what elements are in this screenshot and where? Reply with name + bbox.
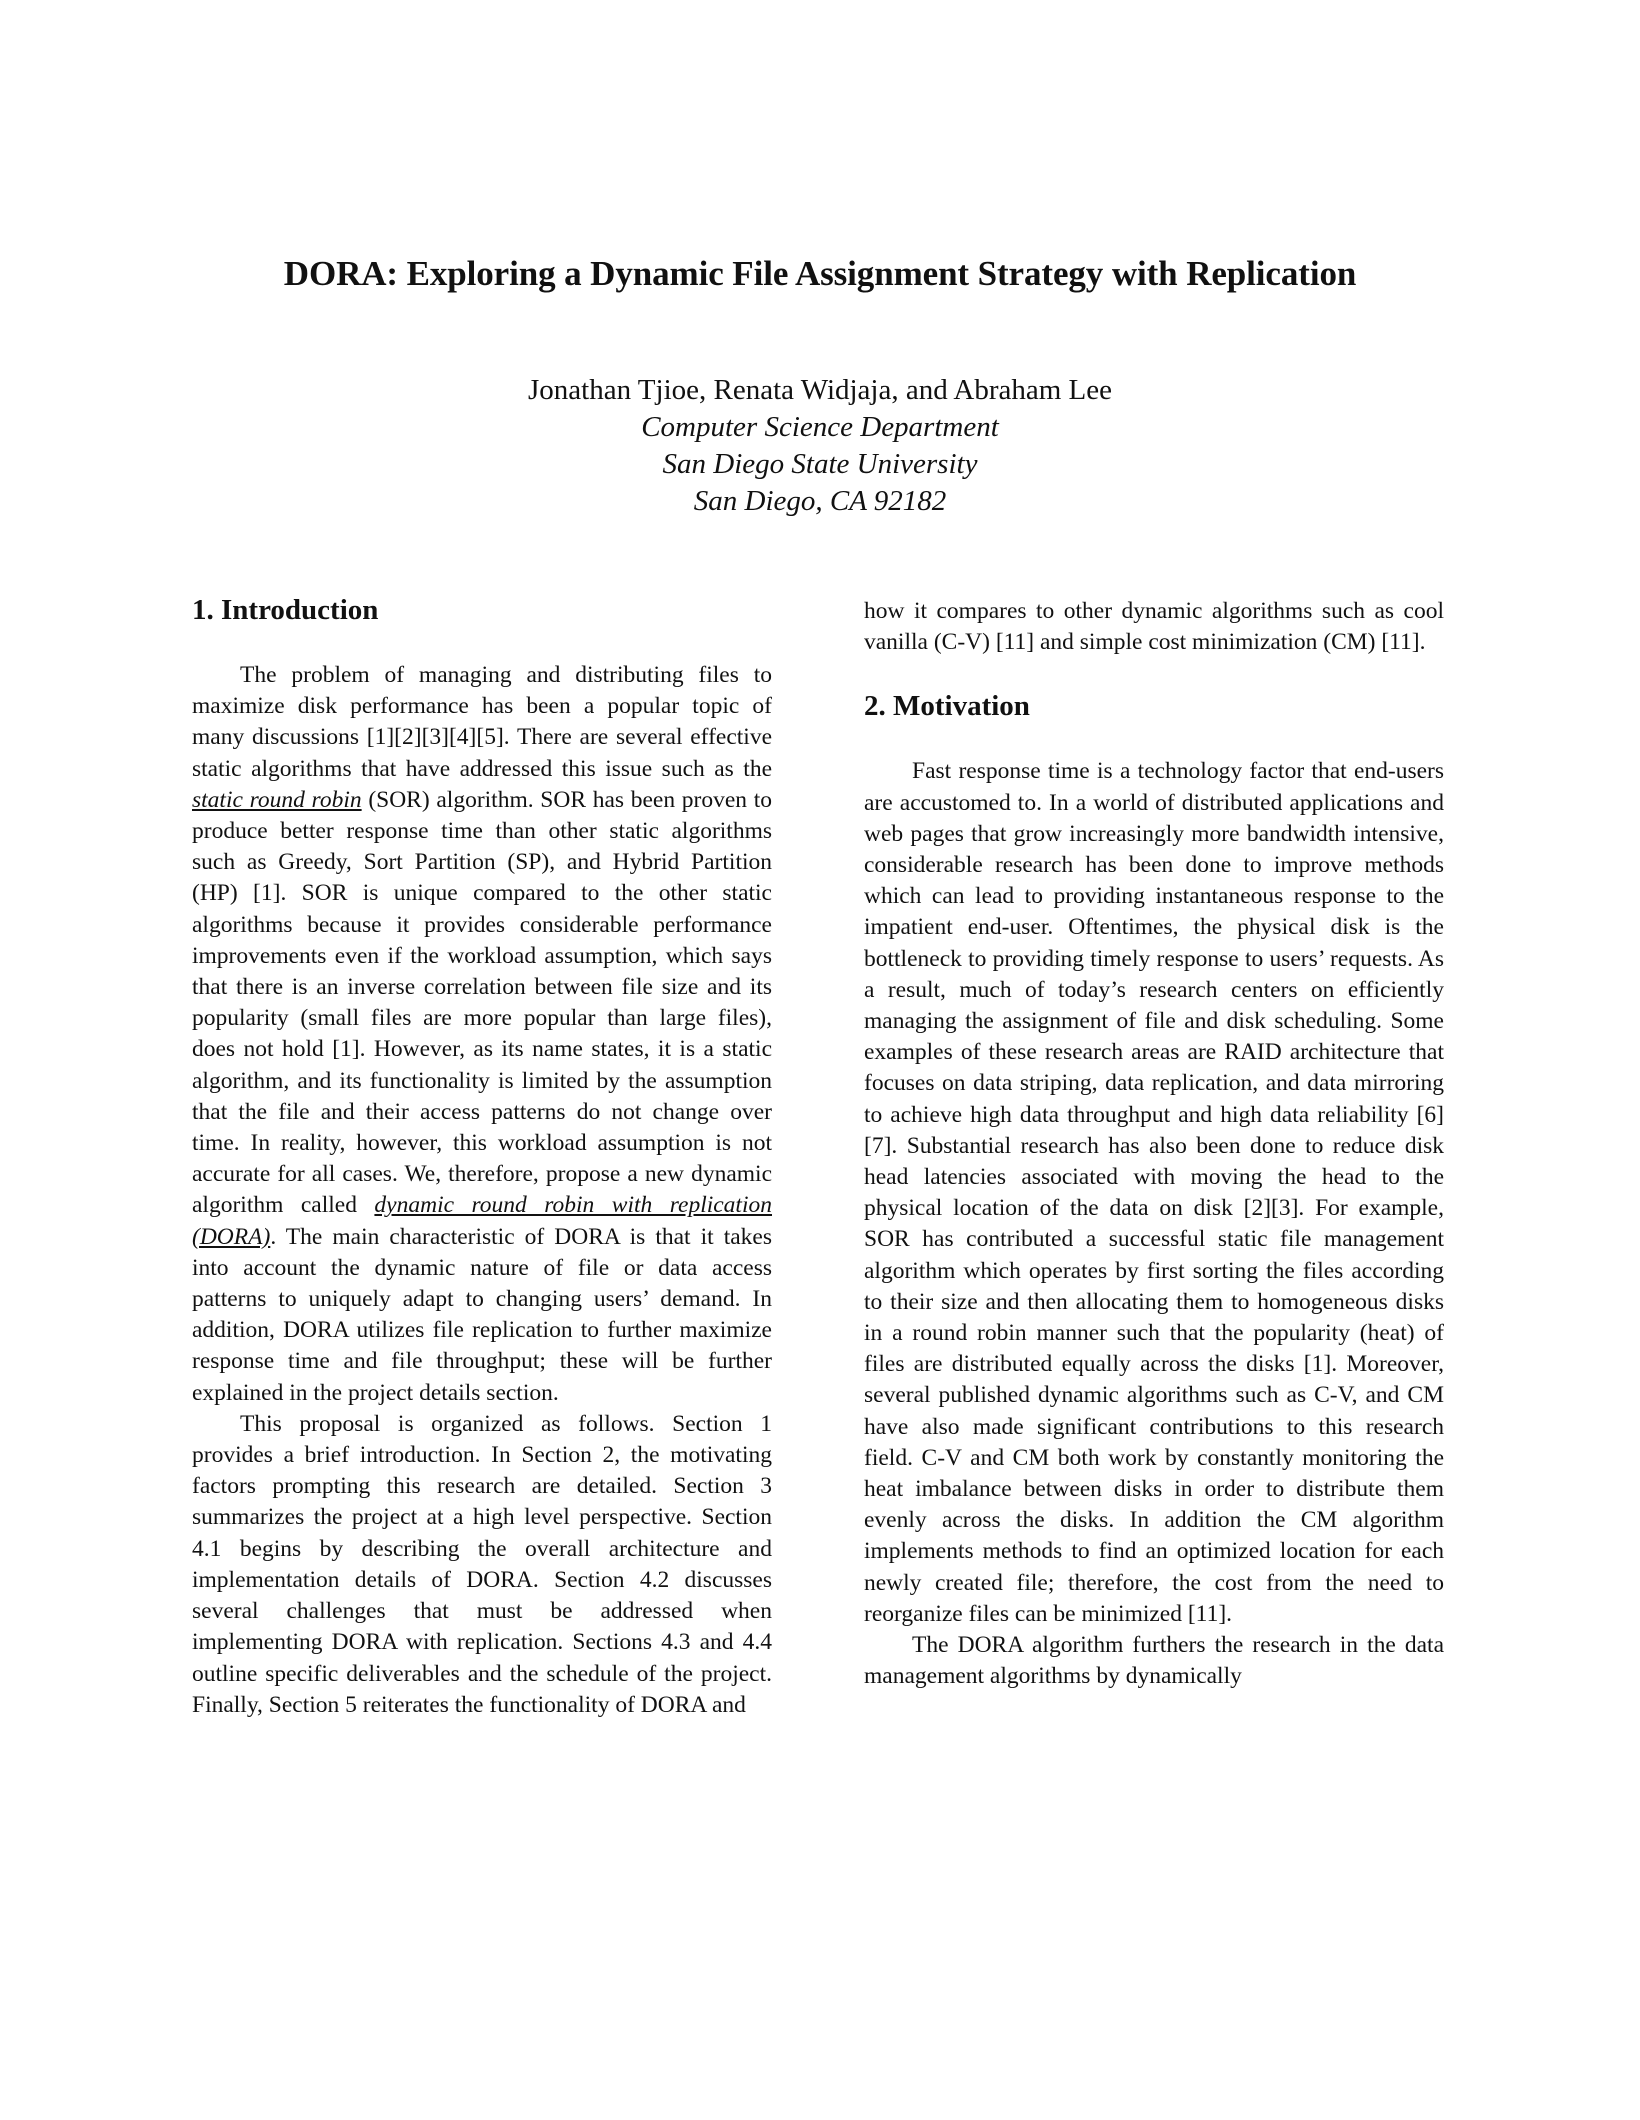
intro-p1-text-a: The problem of managing and distributing files to maximize disk performance has been a popular topic of many discussions [1][2][3][4][5]. There are several effective static algorithms that have addressed this issue such as the bbox=[192, 662, 772, 782]
term-static-round-robin: static round robin bbox=[192, 786, 362, 813]
paper-title: DORA: Exploring a Dynamic File Assignment Strategy with Replication bbox=[283, 254, 1357, 293]
left-column bbox=[192, 590, 772, 1721]
author-department: Computer Science Department bbox=[641, 411, 999, 443]
motivation-paragraph-2: The DORA algorithm furthers the research in the data management algorithms by dynamically bbox=[864, 1632, 1444, 1690]
introduction-paragraph-2-continued: how it compares to other dynamic algorithms such as cool vanilla (C-V) [11] and simple cost minimization (CM) [11]. bbox=[864, 598, 1444, 656]
introduction-paragraph-1 bbox=[192, 660, 772, 1409]
term-dora: dynamic round robin with replication (DORA) bbox=[192, 1192, 772, 1250]
section-heading-motivation: 2. Motivation bbox=[864, 690, 1030, 723]
section-heading-introduction: 1. Introduction bbox=[192, 594, 379, 626]
motivation-paragraph-1: Fast response time is a technology factor that end-users are accustomed to. In a world of distributed applications and web pages that grow increasingly more bandwidth intensive, considerable research has been done to improve methods which can lead to providing instantaneous response to the impatient end-user. Oftentimes, the physical disk is the bottleneck to providing timely response to users’ requests. As a result, much of today’s research centers on efficiently managing the assignment of file and disk scheduling. Some examples of these research areas are RAID architecture that focuses on data striping, data replication, and data mirroring to achieve high data throughput and high data reliability [6][7]. Substantial research has also been done to reduce disk head latencies associated with moving the head to the physical location of the data on disk [2][3]. For example, SOR has contributed a successful static file management algorithm which operates by first sorting the files according to their size and then allocating them to homogeneous disks in a round robin manner such that the popularity (heat) of files are distributed equally across the disks [1]. Moreover, several published dynamic algorithms such as C-V, and CM have also made significant contributions to this research field. C-V and CM both work by constantly monitoring the heat imbalance between disks in order to distribute them evenly across the disks. In addition the CM algorithm implements methods to find an optimized location for each newly created file; therefore, the cost from the need to reorganize files can be minimized [11]. bbox=[864, 758, 1444, 1627]
author-location: San Diego, CA 92182 bbox=[693, 485, 947, 517]
author-block bbox=[0, 372, 1640, 520]
author-names: Jonathan Tjioe, Renata Widjaja, and Abraham Lee bbox=[527, 374, 1112, 406]
intro-p1-text-c: . The main characteristic of DORA is that it takes into account the dynamic nature of file or data access patterns to uniquely adapt to changing users’ demand. In addition, DORA utilizes file replication to further maximize response time and file throughput; these will be further explained in the project details section. bbox=[192, 1223, 772, 1406]
author-university: San Diego State University bbox=[662, 448, 978, 480]
right-column bbox=[864, 596, 1444, 1693]
introduction-paragraph-2: This proposal is organized as follows. Section 1 provides a brief introduction. In Section 2, the motivating factors prompting this research are detailed. Section 3 summarizes the project at a high level perspective. Section 4.1 begins by describing the overall architecture and implementation details of DORA. Section 4.2 discusses several challenges that must be addressed when implementing DORA with replication. Sections 4.3 and 4.4 outline specific deliverables and the schedule of the project. Finally, Section 5 reiterates the functionality of DORA and bbox=[192, 1410, 772, 1718]
intro-p1-text-b: (SOR) algorithm. SOR has been proven to produce better response time than other static algorithms such as Greedy, Sort Partition (SP), and Hybrid Partition (HP) [1]. SOR is unique compared to the other static algorithms because it provides considerable performance improvements even if the workload assumption, which says that there is an inverse correlation between file size and its popularity (small files are more popular than large files), does not hold [1]. However, as its name states, it is a static algorithm, and its functionality is limited by the assumption that the file and their access patterns do not change over time. In reality, however, this workload assumption is not accurate for all cases. We, therefore, propose a new dynamic algorithm called bbox=[192, 786, 772, 1219]
